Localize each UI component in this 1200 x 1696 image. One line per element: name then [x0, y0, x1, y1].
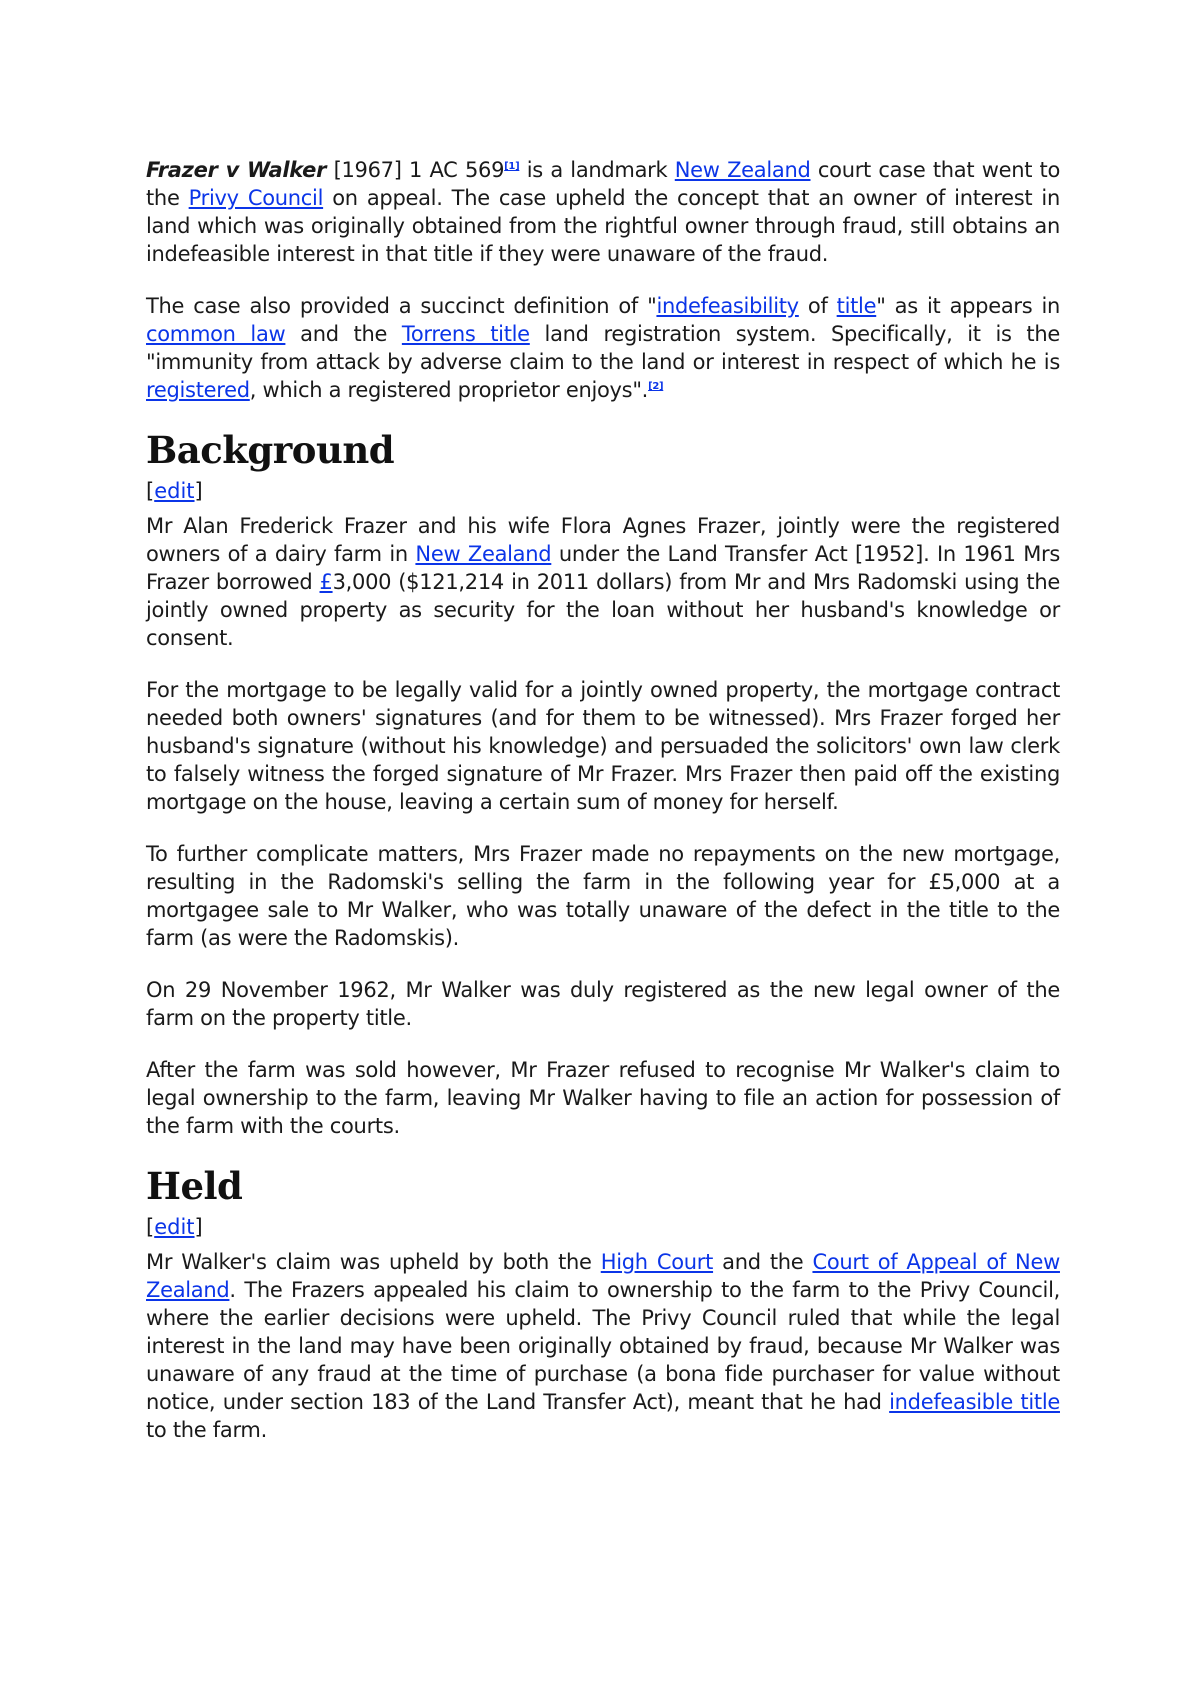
link-indefeasibility[interactable]: indefeasibility: [656, 294, 799, 318]
background-paragraph-5: After the farm was sold however, Mr Frazer refused to recognise Mr Walker's claim to legal ownership to the farm, leaving Mr Walker having to file an action for possession of the farm with the courts.: [146, 1058, 1060, 1138]
link-high-court[interactable]: High Court: [600, 1250, 714, 1274]
link-new-zealand-2[interactable]: New Zealand: [415, 542, 552, 566]
edit-bracket-close: ]: [194, 1215, 203, 1239]
text-run: to the farm.: [146, 1418, 267, 1442]
edit-bracket-open: [: [146, 1215, 155, 1239]
held-edit-section: [146, 1212, 1060, 1242]
edit-bracket-open: [: [146, 479, 155, 503]
text-run: [1967] 1 AC 569: [326, 158, 505, 182]
background-edit-section: [146, 476, 1060, 506]
held-paragraph-1: [146, 1248, 1060, 1444]
background-paragraph-3: To further complicate matters, Mrs Frazer made no repayments on the new mortgage, resulting in the Radomski's selling the farm in the following year for £5,000 at a mortgagee sale to Mr Walker, who was totally unaware of the defect in the title to the farm (as were the Radomskis).: [146, 842, 1060, 950]
held-heading: Held: [146, 1164, 243, 1208]
text-run: on appeal. The case upheld the concept that an owner of interest in land which was originally obtained from the rightful owner through fraud, still obtains an indefeasible interest in that title if they were unaware of the fraud.: [146, 186, 1060, 266]
text-run: court case that went to the: [146, 158, 1061, 210]
text-run: " as it appears in: [876, 294, 1061, 318]
text-run: land registration system. Specifically, it is the "immunity from attack by adverse claim to the land or interest in respect of which he is: [146, 322, 1060, 374]
link-court-of-appeal[interactable]: Court of Appeal of New Zealand: [146, 1250, 1060, 1302]
link-common-law[interactable]: common law: [146, 322, 286, 346]
intro-paragraph-2: [146, 292, 1060, 404]
text-run: Mr Walker's claim was upheld by both the: [146, 1250, 601, 1274]
text-run: and the: [713, 1250, 813, 1274]
text-run: Mr Alan Frederick Frazer and his wife Flora Agnes Frazer, jointly were the registered owners of a dairy farm in: [146, 514, 1060, 566]
background-paragraph-4: On 29 November 1962, Mr Walker was duly registered as the new legal owner of the farm on the property title.: [146, 978, 1060, 1030]
background-edit-link[interactable]: edit: [154, 479, 195, 503]
edit-bracket-close: ]: [194, 479, 203, 503]
link-torrens-title[interactable]: Torrens title: [401, 322, 530, 346]
intro-paragraph-1: [146, 156, 1060, 268]
text-run: . The Frazers appealed his claim to ownership to the farm to the Privy Council, where the earlier decisions were upheld. The Privy Council ruled that while the legal interest in the land may have been originally obtained by fraud, because Mr Walker was unaware of any fraud at the time of purchase (a bona fide purchaser for value without notice, under section 183 of the Land Transfer Act), meant that he had: [146, 1278, 1060, 1414]
background-paragraph-1: [146, 512, 1060, 652]
held-edit-link[interactable]: edit: [154, 1215, 195, 1239]
link-title[interactable]: title: [836, 294, 877, 318]
background-paragraph-2: For the mortgage to be legally valid for a jointly owned property, the mortgage contract needed both owners' signatures (and for them to be witnessed). Mrs Frazer forged her husband's signature (without his knowledge) and persuaded the solicitors' own law clerk to falsely witness the forged signature of Mr Frazer. Mrs Frazer then paid off the existing mortgage on the house, leaving a certain sum of money for herself.: [146, 678, 1060, 814]
text-run: , which a registered proprietor enjoys".: [249, 378, 649, 402]
text-run: and the: [285, 322, 402, 346]
link-privy-council[interactable]: Privy Council: [188, 186, 324, 210]
link-pound-sterling[interactable]: £: [319, 570, 333, 594]
text-run: is a landmark: [519, 158, 675, 182]
link-new-zealand[interactable]: New Zealand: [674, 158, 811, 182]
text-run: The case also provided a succinct definition of ": [146, 294, 657, 318]
link-indefeasible-title[interactable]: indefeasible title: [889, 1390, 1060, 1414]
text-run: 3,000 ($121,214 in 2011 dollars) from Mr and Mrs Radomski using the jointly owned property as security for the loan without her husband's knowledge or consent.: [146, 570, 1060, 650]
document-page: [146, 156, 1060, 1468]
link-registered[interactable]: registered: [146, 378, 250, 402]
case-name: Frazer v Walker: [146, 158, 327, 182]
reference-2-link[interactable]: [2]: [648, 381, 664, 392]
text-run: of: [798, 294, 837, 318]
background-heading: Background: [146, 428, 395, 472]
reference-1-link[interactable]: [1]: [504, 161, 520, 172]
text-run: under the Land Transfer Act [1952]. In 1961 Mrs Frazer borrowed: [146, 542, 1061, 594]
